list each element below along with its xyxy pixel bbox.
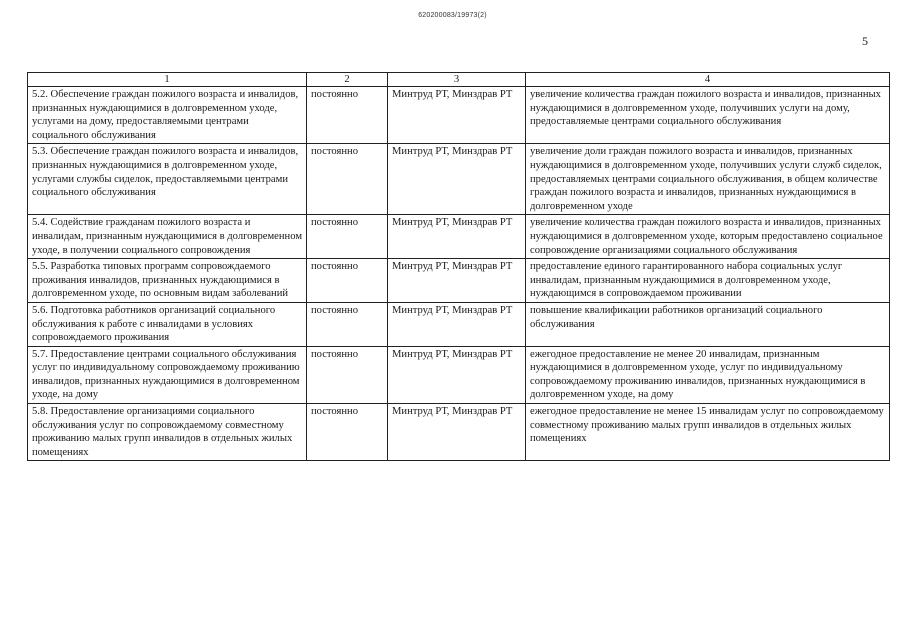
- term-cell: постоянно: [307, 259, 388, 303]
- document-code: 620200083/19973(2): [418, 12, 487, 19]
- executor-cell: Минтруд РТ, Минздрав РТ: [388, 144, 526, 215]
- executor-cell: Минтруд РТ, Минздрав РТ: [388, 404, 526, 461]
- term-cell: постоянно: [307, 215, 388, 259]
- table-row: [28, 144, 890, 215]
- result-cell: увеличение количества граждан пожилого возраста и инвалидов, признанных нуждающимися в долговременном уходе, которым предоставлено социальное сопровождение организациями социального обслуживания: [526, 215, 890, 259]
- result-cell: увеличение доли граждан пожилого возраста и инвалидов, признанных нуждающимися в долговременном уходе, получивших услуги служб сиделок, предоставляемых центрами социального обслуживания, в общем количестве граждан пожилого возраста и инвалидов, признанных нуждающимися в долговременном уходе: [526, 144, 890, 215]
- measure-cell: 5.2. Обеспечение граждан пожилого возраста и инвалидов, признанных нуждающимися в долговременном уходе, услугами на дому, предоставляемыми центрами социального обслуживания: [28, 87, 307, 144]
- measure-cell: 5.8. Предоставление организациями социального обслуживания услуг по сопровождаемому совместному проживанию малых групп инвалидов в отдельных жилых помещениях: [28, 404, 307, 461]
- term-cell: постоянно: [307, 144, 388, 215]
- term-cell: постоянно: [307, 87, 388, 144]
- measure-cell: 5.6. Подготовка работников организаций социального обслуживания к работе с инвалидами в условиях сопровождаемого проживания: [28, 302, 307, 346]
- table-row: [28, 302, 890, 346]
- table-row: [28, 346, 890, 403]
- table-row: [28, 404, 890, 461]
- result-cell: предоставление единого гарантированного набора социальных услуг инвалидам, признанным нуждающимися в долговременном уходе, нуждающимся в сопровождаемом проживании: [526, 259, 890, 303]
- executor-cell: Минтруд РТ, Минздрав РТ: [388, 87, 526, 144]
- executor-cell: Минтруд РТ, Минздрав РТ: [388, 302, 526, 346]
- measure-cell: 5.3. Обеспечение граждан пожилого возраста и инвалидов, признанных нуждающимися в долговременном уходе, услугами службы сиделок, предоставляемыми центрами социального обслуживания: [28, 144, 307, 215]
- result-cell: повышение квалификации работников организаций социального обслуживания: [526, 302, 890, 346]
- executor-cell: Минтруд РТ, Минздрав РТ: [388, 346, 526, 403]
- measure-cell: 5.4. Содействие гражданам пожилого возраста и инвалидам, признанным нуждающимися в долговременном уходе, в получении социального сопровождения: [28, 215, 307, 259]
- page-number: 5: [862, 34, 868, 48]
- column-header-2: 2: [307, 73, 388, 87]
- table-row: [28, 87, 890, 144]
- column-header-3: 3: [388, 73, 526, 87]
- measures-table: [27, 72, 890, 461]
- column-header-1: 1: [28, 73, 307, 87]
- table-row: [28, 259, 890, 303]
- executor-cell: Минтруд РТ, Минздрав РТ: [388, 215, 526, 259]
- table-row: [28, 215, 890, 259]
- result-cell: ежегодное предоставление не менее 20 инвалидам, признанным нуждающимися в долговременном уходе, услуг по индивидуальному сопровождаемому проживанию инвалидов, признанных нуждающимися в долговременном уходе, на дому: [526, 346, 890, 403]
- term-cell: постоянно: [307, 302, 388, 346]
- measure-cell: 5.7. Предоставление центрами социального обслуживания услуг по индивидуальному сопровождаемому проживанию инвалидов, признанных нуждающимися в долговременном уходе, на дому: [28, 346, 307, 403]
- result-cell: ежегодное предоставление не менее 15 инвалидам услуг по сопровождаемому совместному проживанию малых групп инвалидов в отдельных жилых помещениях: [526, 404, 890, 461]
- column-header-4: 4: [526, 73, 890, 87]
- measure-cell: 5.5. Разработка типовых программ сопровождаемого проживания инвалидов, признанных нуждающимися в долговременном уходе, по основным видам заболеваний: [28, 259, 307, 303]
- term-cell: постоянно: [307, 404, 388, 461]
- table-header-row: [28, 73, 890, 87]
- executor-cell: Минтруд РТ, Минздрав РТ: [388, 259, 526, 303]
- term-cell: постоянно: [307, 346, 388, 403]
- result-cell: увеличение количества граждан пожилого возраста и инвалидов, признанных нуждающимися в долговременном уходе, получивших услуги на дому, предоставляемые центрами социального обслуживания: [526, 87, 890, 144]
